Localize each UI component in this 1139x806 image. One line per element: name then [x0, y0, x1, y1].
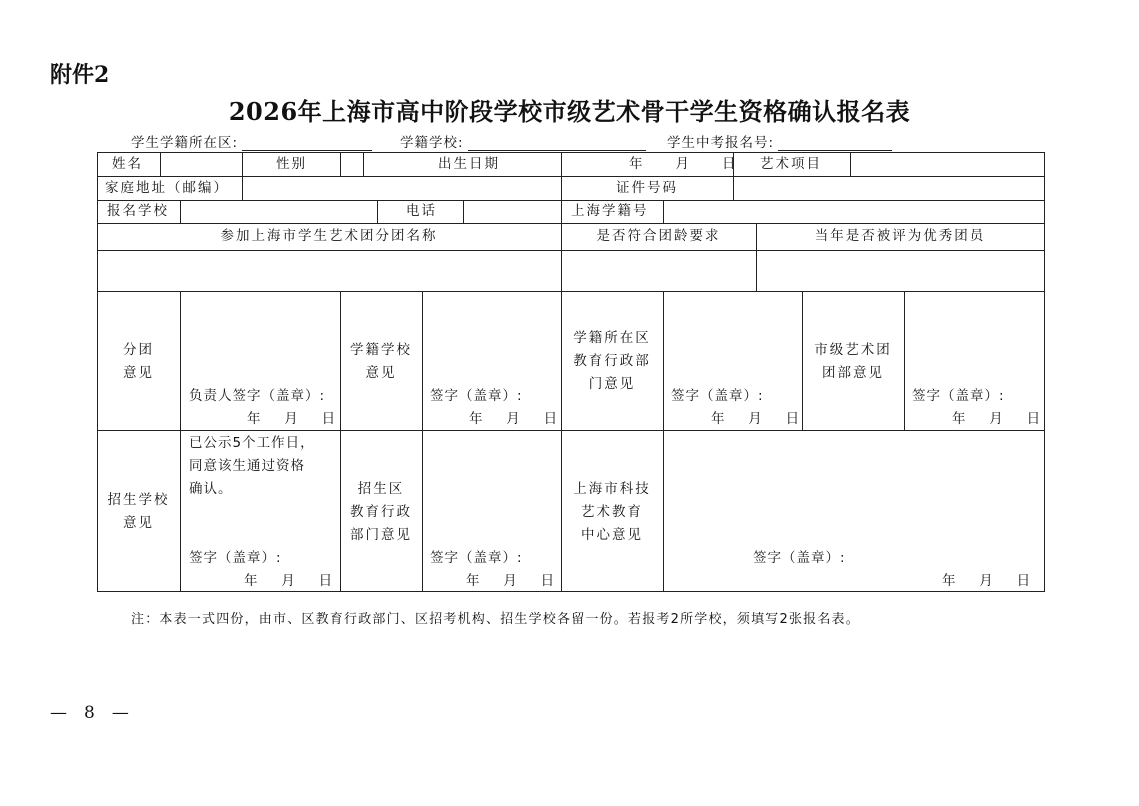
city-opinion-label: 市级艺术团 团部意见 — [814, 342, 892, 381]
art-item-label: 艺术项目 — [760, 156, 822, 172]
exam-no-field — [667, 131, 892, 151]
recruit-district-date[interactable]: 年 月 日 — [466, 573, 557, 589]
branch-date[interactable]: 年 月 日 — [247, 411, 338, 427]
apply-school-input[interactable] — [181, 201, 376, 223]
gender-label: 性别 — [276, 156, 307, 172]
home-address-label: 家庭地址（邮编） — [105, 180, 229, 196]
school-field — [400, 131, 646, 151]
recruit-district-sign-label: 签字（盖章）: — [430, 550, 523, 566]
center-date[interactable]: 年 月 日 — [942, 573, 1033, 589]
exam-no-blank[interactable] — [778, 136, 892, 151]
school-sign-label: 签字（盖章）: — [430, 388, 523, 404]
excellent-label: 当年是否被评为优秀团员 — [814, 228, 986, 244]
district-date[interactable]: 年 月 日 — [711, 411, 802, 427]
gender-input[interactable] — [341, 153, 362, 176]
page-number: — 8 — — [50, 703, 129, 723]
attachment-label: 附件2 — [50, 62, 110, 88]
apply-school-label: 报名学校 — [107, 203, 169, 219]
id-number-input[interactable] — [734, 177, 1043, 200]
school-opinion-label: 学籍学校 意见 — [350, 342, 412, 381]
school-blank[interactable] — [468, 136, 646, 151]
center-opinion-label: 上海市科技 艺术教育 中心意见 — [573, 481, 651, 543]
school-label: 学籍学校: — [400, 135, 464, 151]
district-field — [131, 131, 372, 151]
recruit-school-sign-label: 签字（盖章）: — [189, 550, 282, 566]
troupe-name-label: 参加上海市学生艺术团分团名称 — [220, 228, 438, 244]
district-opinion-label: 学籍所在区 教育行政部 门意见 — [573, 330, 651, 392]
id-number-label: 证件号码 — [616, 180, 678, 196]
leader-sign-label: 负责人签字（盖章）: — [189, 388, 326, 404]
recruit-district-label: 招生区 教育行政 部门意见 — [350, 481, 412, 543]
troupe-name-input[interactable] — [98, 251, 560, 291]
sh-student-no-input[interactable] — [664, 201, 1043, 223]
school-date[interactable]: 年 月 日 — [469, 411, 560, 427]
age-req-label: 是否符合团龄要求 — [596, 228, 721, 244]
art-item-input[interactable] — [851, 153, 1043, 176]
city-date[interactable]: 年 月 日 — [952, 411, 1043, 427]
exam-no-label: 学生中考报名号: — [667, 135, 775, 151]
recruit-school-date[interactable]: 年 月 日 — [244, 573, 335, 589]
district-sign-label: 签字（盖章）: — [671, 388, 764, 404]
birth-date-label: 出生日期 — [438, 156, 500, 172]
district-label: 学生学籍所在区: — [131, 135, 239, 151]
birth-date-ymd[interactable]: 年 月 日 — [629, 156, 738, 172]
district-blank[interactable] — [242, 136, 372, 151]
excellent-input[interactable] — [757, 251, 1043, 291]
city-sign-label: 签字（盖章）: — [912, 388, 1005, 404]
recruit-school-label: 招生学校 意见 — [107, 492, 170, 531]
sh-student-no-label: 上海学籍号 — [571, 203, 649, 219]
home-address-input[interactable] — [243, 177, 560, 200]
phone-label: 电话 — [406, 203, 437, 219]
announce-text: 已公示5个工作日， 同意该生通过资格 确认。 — [189, 435, 315, 497]
branch-opinion-label: 分团 意见 — [123, 342, 154, 381]
phone-input[interactable] — [464, 201, 560, 223]
form-title: 2026年上海市高中阶段学校市级艺术骨干学生资格确认报名表 — [228, 97, 911, 126]
age-req-input[interactable] — [562, 251, 755, 291]
footer-note: 注：本表一式四份，由市、区教育行政部门、区招考机构、招生学校各留一份。若报考2所学校，须填写2张报名表。 — [131, 612, 860, 627]
name-label: 姓名 — [112, 156, 143, 172]
center-sign-label: 签字（盖章）: — [753, 550, 846, 566]
name-input[interactable] — [161, 153, 241, 176]
